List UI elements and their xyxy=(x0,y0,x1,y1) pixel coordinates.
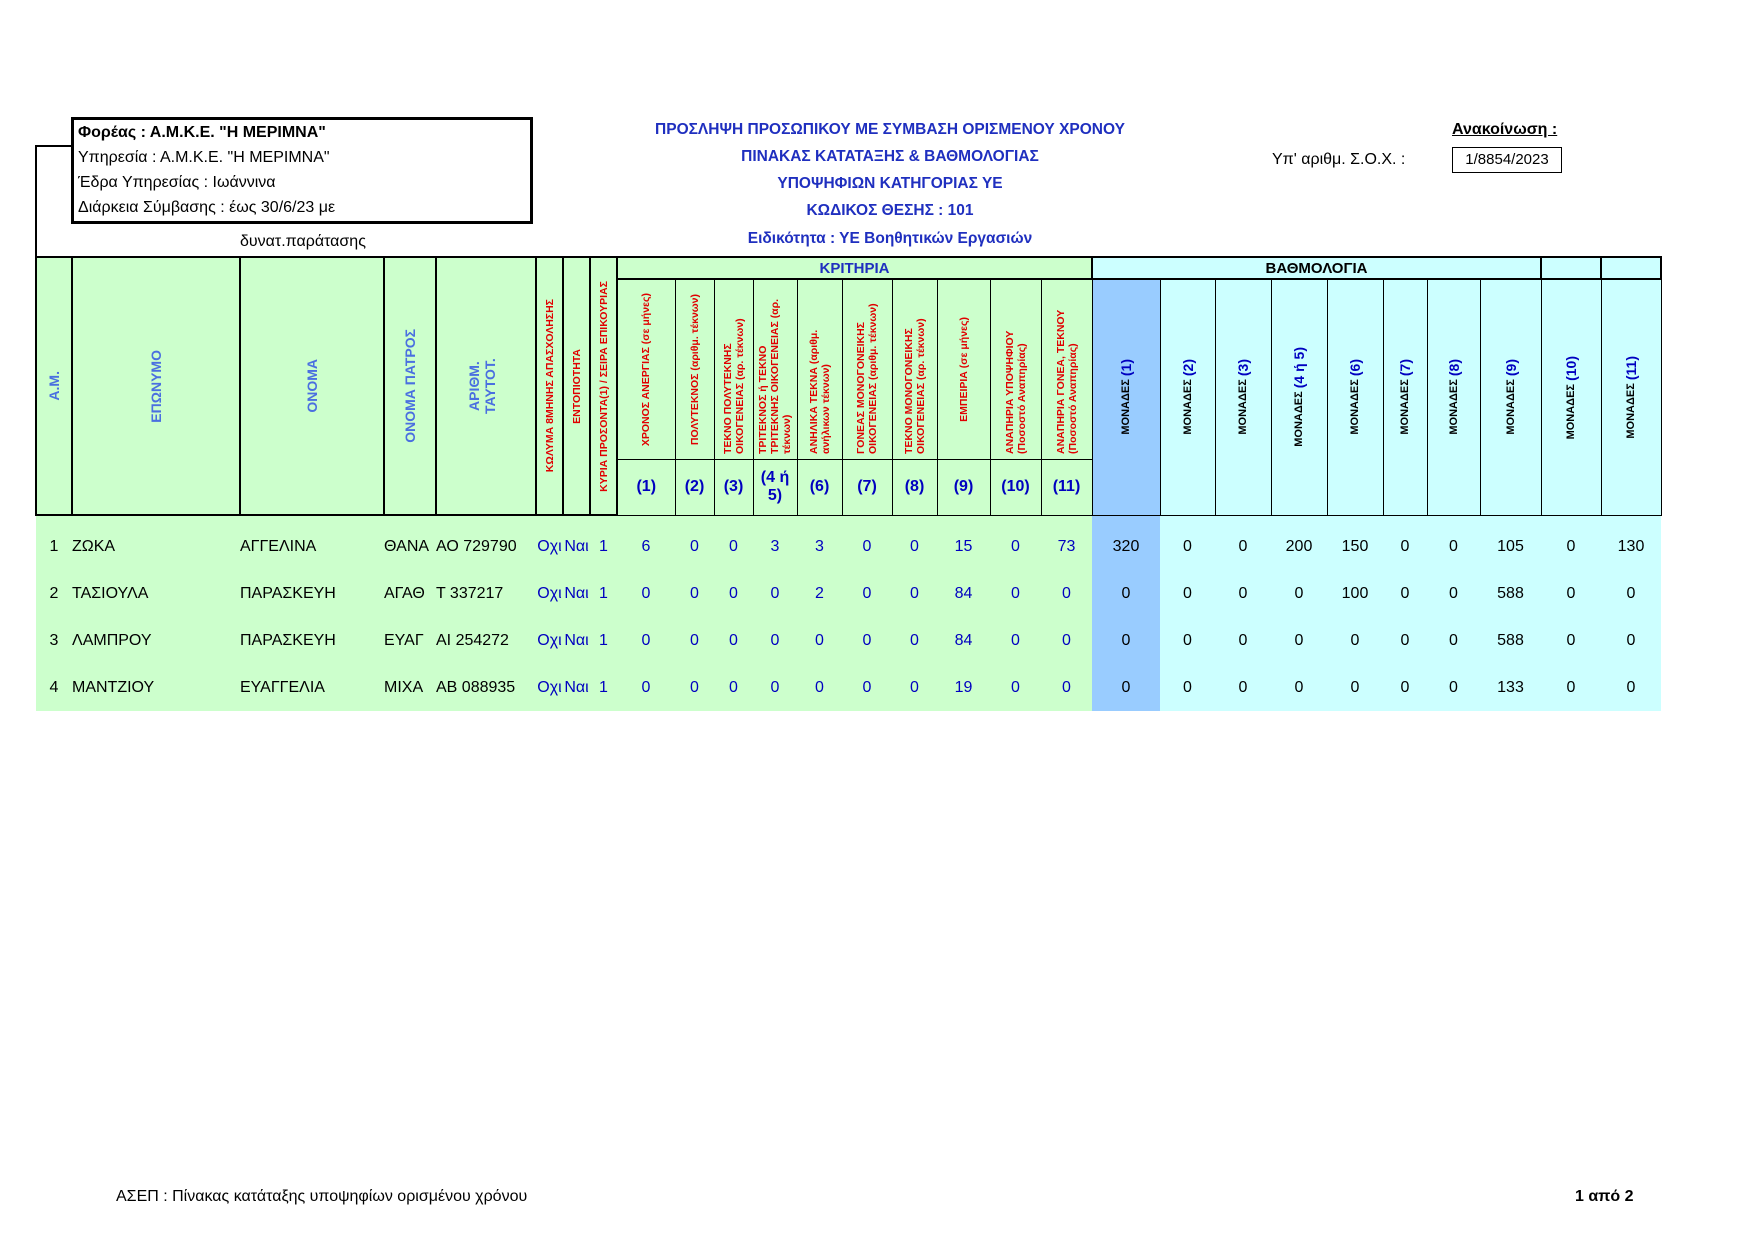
score-6-label: ΜΟΝΑΔΕΣ xyxy=(1349,379,1361,436)
cell-tautot: Τ 337217 xyxy=(436,570,536,617)
cell-eponymo: ΜΑΝΤΖΙΟΥ xyxy=(72,664,240,711)
cell-kyria: 1 xyxy=(590,617,617,664)
score-4-header xyxy=(1271,279,1327,515)
cell-patros: ΑΓΑΘ xyxy=(384,570,436,617)
cell-criterion: 3 xyxy=(753,523,797,570)
cell-criterion: 0 xyxy=(842,664,892,711)
cell-patros: ΘΑΝΑ xyxy=(384,523,436,570)
cell-criterion: 0 xyxy=(842,617,892,664)
col-patros xyxy=(384,257,436,515)
crit-9-label: ΕΜΠΕΙΡΙΑ (σε μήνες) xyxy=(957,316,970,422)
cell-score: 150 xyxy=(1327,523,1383,570)
cell-score: 100 xyxy=(1327,570,1383,617)
cell-entopiotita: Ναι xyxy=(563,523,590,570)
agency-name: Φορέας : Α.Μ.Κ.Ε. "Η ΜΕΡΙΜΝΑ" xyxy=(78,124,326,141)
crit-11-label: ΑΝΑΠΗΡΙΑ ΓΟΝΕΑ, ΤΕΚΝΟΥ (Ποσοστό Αναπηρίας) xyxy=(1054,309,1079,455)
cell-entopiotita: Ναι xyxy=(563,664,590,711)
crit-2-label: ΠΟΛΥΤΕΚΝΟΣ (αριθμ. τέκνων) xyxy=(688,293,701,445)
cell-eponymo: ΛΑΜΠΡΟΥ xyxy=(72,617,240,664)
crit-9-num: (9) xyxy=(937,459,990,515)
score-1-header xyxy=(1092,279,1160,515)
cell-criterion: 0 xyxy=(753,617,797,664)
cell-criterion: 0 xyxy=(1041,570,1092,617)
crit-1-num: (1) xyxy=(617,459,675,515)
score-10-num: (10) xyxy=(1563,355,1579,381)
col-tautot-label: ΑΡΙΘΜ. ΤΑΥΤΟΤ. xyxy=(466,358,498,414)
cell-score: 0 xyxy=(1215,617,1271,664)
cell-criterion: 15 xyxy=(937,523,990,570)
cell-am: 2 xyxy=(36,570,72,617)
cell-patros: ΕΥΑΓ xyxy=(384,617,436,664)
sox-label: Υπ' αριθμ. Σ.Ο.Χ. : xyxy=(1272,151,1406,168)
score-9-label: ΜΟΝΑΔΕΣ xyxy=(1504,379,1517,436)
cell-criterion: 0 xyxy=(714,570,753,617)
crit-8-header xyxy=(892,279,937,459)
cell-score: 0 xyxy=(1160,617,1215,664)
crit-9-header xyxy=(937,279,990,459)
title-line-5: Ειδικότητα : ΥΕ Βοηθητικών Εργασιών xyxy=(747,230,1033,247)
cell-onoma: ΕΥΑΓΓΕΛΙΑ xyxy=(240,664,384,711)
crit-8-num: (8) xyxy=(892,459,937,515)
table-row xyxy=(36,617,1661,664)
score-2-num: (2) xyxy=(1179,359,1196,377)
col-eponymo xyxy=(72,257,240,515)
score-2-label: ΜΟΝΑΔΕΣ xyxy=(1181,379,1194,436)
cell-score: 0 xyxy=(1427,664,1480,711)
score-4-label: ΜΟΝΑΔΕΣ xyxy=(1293,391,1305,448)
col-kyria-label: ΚΥΡΙΑ ΠΡΟΣΟΝΤΑ(1) / ΣΕΙΡΑ ΕΠΙΚΟΥΡΙΑΣ xyxy=(597,280,610,492)
cell-score: 0 xyxy=(1092,570,1160,617)
crit-1-label: ΧΡΟΝΟΣ ΑΝΕΡΓΙΑΣ (σε μήνες) xyxy=(640,292,653,446)
cell-criterion: 0 xyxy=(753,664,797,711)
score-1-num: (1) xyxy=(1118,359,1134,377)
score-7-num: (7) xyxy=(1397,359,1413,377)
cell-kyria: 1 xyxy=(590,523,617,570)
score-11-label: ΜΟΝΑΔΕΣ xyxy=(1625,383,1637,439)
title-line-4: ΚΩΔΙΚΟΣ ΘΕΣΗΣ : 101 xyxy=(806,202,974,219)
score-11-num: (11) xyxy=(1623,355,1639,381)
cell-criterion: 0 xyxy=(714,617,753,664)
score-4-num: (4 ή 5) xyxy=(1291,347,1307,389)
connector-line xyxy=(35,145,73,259)
cell-score: 0 xyxy=(1160,664,1215,711)
contract-duration: Διάρκεια Σύμβασης : έως 30/6/23 με xyxy=(78,199,336,216)
cell-score: 588 xyxy=(1480,617,1541,664)
cell-kyria: 1 xyxy=(590,664,617,711)
cell-criterion: 0 xyxy=(797,617,842,664)
cell-score: 0 xyxy=(1215,523,1271,570)
col-kolyma-label: ΚΩΛΥΜΑ 8ΜΗΝΗΣ ΑΠΑΣΧΟΛΗΣΗΣ xyxy=(543,299,556,473)
crit-7-label: ΓΟΝΕΑΣ ΜΟΝΟΓΟΝΕΙΚΗΣ ΟΙΚΟΓΕΝΕΙΑΣ (αριθμ. τέκνων) xyxy=(855,303,879,455)
cell-onoma: ΑΓΓΕΛΙΝΑ xyxy=(240,523,384,570)
cell-score: 0 xyxy=(1160,523,1215,570)
scoring-header-gap xyxy=(1541,257,1601,279)
scoring-header: ΒΑΘΜΟΛΟΓΙΑ xyxy=(1092,257,1541,279)
cell-score: 0 xyxy=(1601,617,1661,664)
cell-score: 0 xyxy=(1601,570,1661,617)
col-patros-label: ΟΝΟΜΑ ΠΑΤΡΟΣ xyxy=(402,329,418,443)
score-10-header xyxy=(1541,279,1601,515)
score-2-header xyxy=(1160,279,1215,515)
score-10-label: ΜΟΝΑΔΕΣ xyxy=(1565,383,1577,439)
cell-score: 320 xyxy=(1092,523,1160,570)
col-am xyxy=(36,257,72,515)
crit-6-label: ΑΝΗΛΙΚΑ ΤΕΚΝΑ (αριθμ. ανήλικων τέκνων) xyxy=(807,330,832,455)
crit-4-header xyxy=(753,279,797,459)
cell-eponymo: ΤΑΣΙΟΥΛΑ xyxy=(72,570,240,617)
col-am-label: Α.Μ. xyxy=(46,371,62,401)
cell-criterion: 0 xyxy=(675,617,714,664)
crit-1-header xyxy=(617,279,675,459)
score-3-label: ΜΟΝΑΔΕΣ xyxy=(1237,379,1249,436)
cell-criterion: 0 xyxy=(990,570,1041,617)
cell-onoma: ΠΑΡΑΣΚΕΥΗ xyxy=(240,570,384,617)
cell-criterion: 0 xyxy=(797,664,842,711)
cell-score: 0 xyxy=(1092,664,1160,711)
cell-am: 4 xyxy=(36,664,72,711)
cell-kolyma: Οχι xyxy=(536,570,563,617)
cell-criterion: 0 xyxy=(990,617,1041,664)
crit-11-num: (11) xyxy=(1041,459,1092,515)
extension-note: δυνατ.παράτασης xyxy=(240,233,366,250)
cell-score: 0 xyxy=(1271,570,1327,617)
col-onoma xyxy=(240,257,384,515)
cell-criterion: 73 xyxy=(1041,523,1092,570)
cell-score: 0 xyxy=(1427,570,1480,617)
cell-score: 130 xyxy=(1601,523,1661,570)
score-9-header xyxy=(1480,279,1541,515)
table-spacer-row xyxy=(36,515,1661,523)
cell-criterion: 3 xyxy=(797,523,842,570)
cell-criterion: 0 xyxy=(617,617,675,664)
cell-score: 0 xyxy=(1215,664,1271,711)
cell-criterion: 0 xyxy=(714,664,753,711)
cell-tautot: ΑΙ 254272 xyxy=(436,617,536,664)
score-7-label: ΜΟΝΑΔΕΣ xyxy=(1399,379,1411,436)
score-3-num: (3) xyxy=(1235,359,1251,377)
cell-criterion: 0 xyxy=(842,523,892,570)
col-eponymo-label: ΕΠΩΝΥΜΟ xyxy=(148,349,164,423)
cell-score: 0 xyxy=(1092,617,1160,664)
cell-criterion: 0 xyxy=(675,523,714,570)
crit-8-label: ΤΕΚΝΟ ΜΟΝΟΓΟΝΕΙΚΗΣ ΟΙΚΟΓΕΝΕΙΑΣ (αρ. τέκνων) xyxy=(902,318,927,455)
cell-criterion: 0 xyxy=(892,617,937,664)
crit-11-header xyxy=(1041,279,1092,459)
service-location: Έδρα Υπηρεσίας : Ιωάννινα xyxy=(78,174,276,191)
crit-2-header xyxy=(675,279,714,459)
cell-criterion: 0 xyxy=(617,570,675,617)
crit-10-num: (10) xyxy=(990,459,1041,515)
cell-tautot: ΑΟ 729790 xyxy=(436,523,536,570)
cell-criterion: 2 xyxy=(797,570,842,617)
sox-value: 1/8854/2023 xyxy=(1452,147,1562,173)
scoring-header-gap xyxy=(1601,257,1661,279)
cell-score: 0 xyxy=(1383,523,1427,570)
cell-tautot: ΑΒ 088935 xyxy=(436,664,536,711)
cell-criterion: 0 xyxy=(675,570,714,617)
title-line-3: ΥΠΟΨΗΦΙΩΝ ΚΑΤΗΓΟΡΙΑΣ ΥΕ xyxy=(777,175,1003,192)
crit-10-header xyxy=(990,279,1041,459)
table-body xyxy=(36,515,1661,711)
cell-score: 200 xyxy=(1271,523,1327,570)
cell-criterion: 0 xyxy=(892,570,937,617)
col-kolyma xyxy=(536,257,563,515)
score-8-header xyxy=(1427,279,1480,515)
cell-kyria: 1 xyxy=(590,570,617,617)
score-8-label: ΜΟΝΑΔΕΣ xyxy=(1447,379,1460,436)
col-tautot xyxy=(436,257,536,515)
cell-score: 588 xyxy=(1480,570,1541,617)
cell-criterion: 84 xyxy=(937,617,990,664)
score-6-num: (6) xyxy=(1347,359,1363,377)
score-7-header xyxy=(1383,279,1427,515)
cell-criterion: 0 xyxy=(892,523,937,570)
score-11-header xyxy=(1601,279,1661,515)
cell-criterion: 0 xyxy=(753,570,797,617)
cell-score: 0 xyxy=(1327,664,1383,711)
cell-criterion: 0 xyxy=(675,664,714,711)
cell-score: 105 xyxy=(1480,523,1541,570)
table-row xyxy=(36,570,1661,617)
cell-score: 0 xyxy=(1541,664,1601,711)
cell-criterion: 0 xyxy=(990,523,1041,570)
table-row xyxy=(36,523,1661,570)
cell-kolyma: Οχι xyxy=(536,664,563,711)
page-number: 1 από 2 xyxy=(1575,1188,1634,1205)
crit-7-header xyxy=(842,279,892,459)
footer-text: ΑΣΕΠ : Πίνακας κατάταξης υποψηφίων ορισμένου χρόνου xyxy=(116,1188,528,1205)
cell-score: 0 xyxy=(1215,570,1271,617)
cell-score: 0 xyxy=(1427,523,1480,570)
score-6-header xyxy=(1327,279,1383,515)
agency-info-box xyxy=(71,117,533,224)
cell-am: 1 xyxy=(36,523,72,570)
crit-7-num: (7) xyxy=(842,459,892,515)
table-row xyxy=(36,664,1661,711)
crit-6-header xyxy=(797,279,842,459)
score-1-label: ΜΟΝΑΔΕΣ xyxy=(1120,379,1132,436)
cell-kolyma: Οχι xyxy=(536,523,563,570)
col-entopiotita xyxy=(563,257,590,515)
announcement-label: Ανακοίνωση : xyxy=(1452,121,1558,138)
title-line-2: ΠΙΝΑΚΑΣ ΚΑΤΑΤΑΞΗΣ & ΒΑΘΜΟΛΟΓΙΑΣ xyxy=(741,148,1039,165)
cell-score: 0 xyxy=(1383,617,1427,664)
cell-eponymo: ΖΩΚΑ xyxy=(72,523,240,570)
crit-3-label: ΤΕΚΝΟ ΠΟΛΥΤΕΚΝΗΣ ΟΙΚΟΓΕΝΕΙΑΣ (αρ. τέκνων) xyxy=(721,318,746,455)
cell-criterion: 0 xyxy=(1041,664,1092,711)
cell-criterion: 84 xyxy=(937,570,990,617)
cell-criterion: 0 xyxy=(842,570,892,617)
cell-entopiotita: Ναι xyxy=(563,570,590,617)
score-3-header xyxy=(1215,279,1271,515)
crit-4-label: ΤΡΙΤΕΚΝΟΣ ή ΤΕΚΝΟ ΤΡΙΤΕΚΝΗΣ ΟΙΚΟΓΕΝΕΙΑΣ (αρ. τέκνων) xyxy=(757,299,793,455)
cell-am: 3 xyxy=(36,617,72,664)
title-line-1: ΠΡΟΣΛΗΨΗ ΠΡΟΣΩΠΙΚΟΥ ΜΕ ΣΥΜΒΑΣΗ ΟΡΙΣΜΕΝΟΥ ΧΡΟΝΟΥ xyxy=(655,121,1125,138)
cell-score: 0 xyxy=(1327,617,1383,664)
cell-score: 0 xyxy=(1160,570,1215,617)
cell-criterion: 19 xyxy=(937,664,990,711)
cell-criterion: 0 xyxy=(990,664,1041,711)
cell-score: 0 xyxy=(1601,664,1661,711)
cell-criterion: 6 xyxy=(617,523,675,570)
cell-patros: ΜΙΧΑ xyxy=(384,664,436,711)
cell-score: 0 xyxy=(1271,664,1327,711)
col-entopiotita-label: ΕΝΤΟΠΙΟΤΗΤΑ xyxy=(570,348,583,424)
criteria-header: ΚΡΙΤΗΡΙΑ xyxy=(617,257,1092,279)
cell-criterion: 0 xyxy=(714,523,753,570)
service-name: Υπηρεσία : Α.Μ.Κ.Ε. "Η ΜΕΡΙΜΝΑ" xyxy=(78,149,330,166)
ranking-table xyxy=(35,256,1662,711)
col-onoma-label: ΟΝΟΜΑ xyxy=(304,359,320,413)
cell-score: 0 xyxy=(1541,523,1601,570)
cell-score: 0 xyxy=(1541,570,1601,617)
cell-kolyma: Οχι xyxy=(536,617,563,664)
crit-4-num: (4 ή 5) xyxy=(753,459,797,515)
cell-criterion: 0 xyxy=(1041,617,1092,664)
cell-score: 133 xyxy=(1480,664,1541,711)
cell-onoma: ΠΑΡΑΣΚΕΥΗ xyxy=(240,617,384,664)
cell-score: 0 xyxy=(1541,617,1601,664)
cell-score: 0 xyxy=(1427,617,1480,664)
crit-2-num: (2) xyxy=(675,459,714,515)
col-kyria xyxy=(590,257,617,515)
cell-score: 0 xyxy=(1383,664,1427,711)
score-8-num: (8) xyxy=(1445,359,1462,377)
cell-score: 0 xyxy=(1383,570,1427,617)
crit-3-header xyxy=(714,279,753,459)
crit-3-num: (3) xyxy=(714,459,753,515)
cell-criterion: 0 xyxy=(892,664,937,711)
score-9-num: (9) xyxy=(1502,359,1519,377)
cell-entopiotita: Ναι xyxy=(563,617,590,664)
cell-criterion: 0 xyxy=(617,664,675,711)
cell-score: 0 xyxy=(1271,617,1327,664)
crit-10-label: ΑΝΑΠΗΡΙΑ ΥΠΟΨΗΦΙΟΥ (Ποσοστό Αναπηρίας) xyxy=(1003,330,1028,455)
crit-6-num: (6) xyxy=(797,459,842,515)
